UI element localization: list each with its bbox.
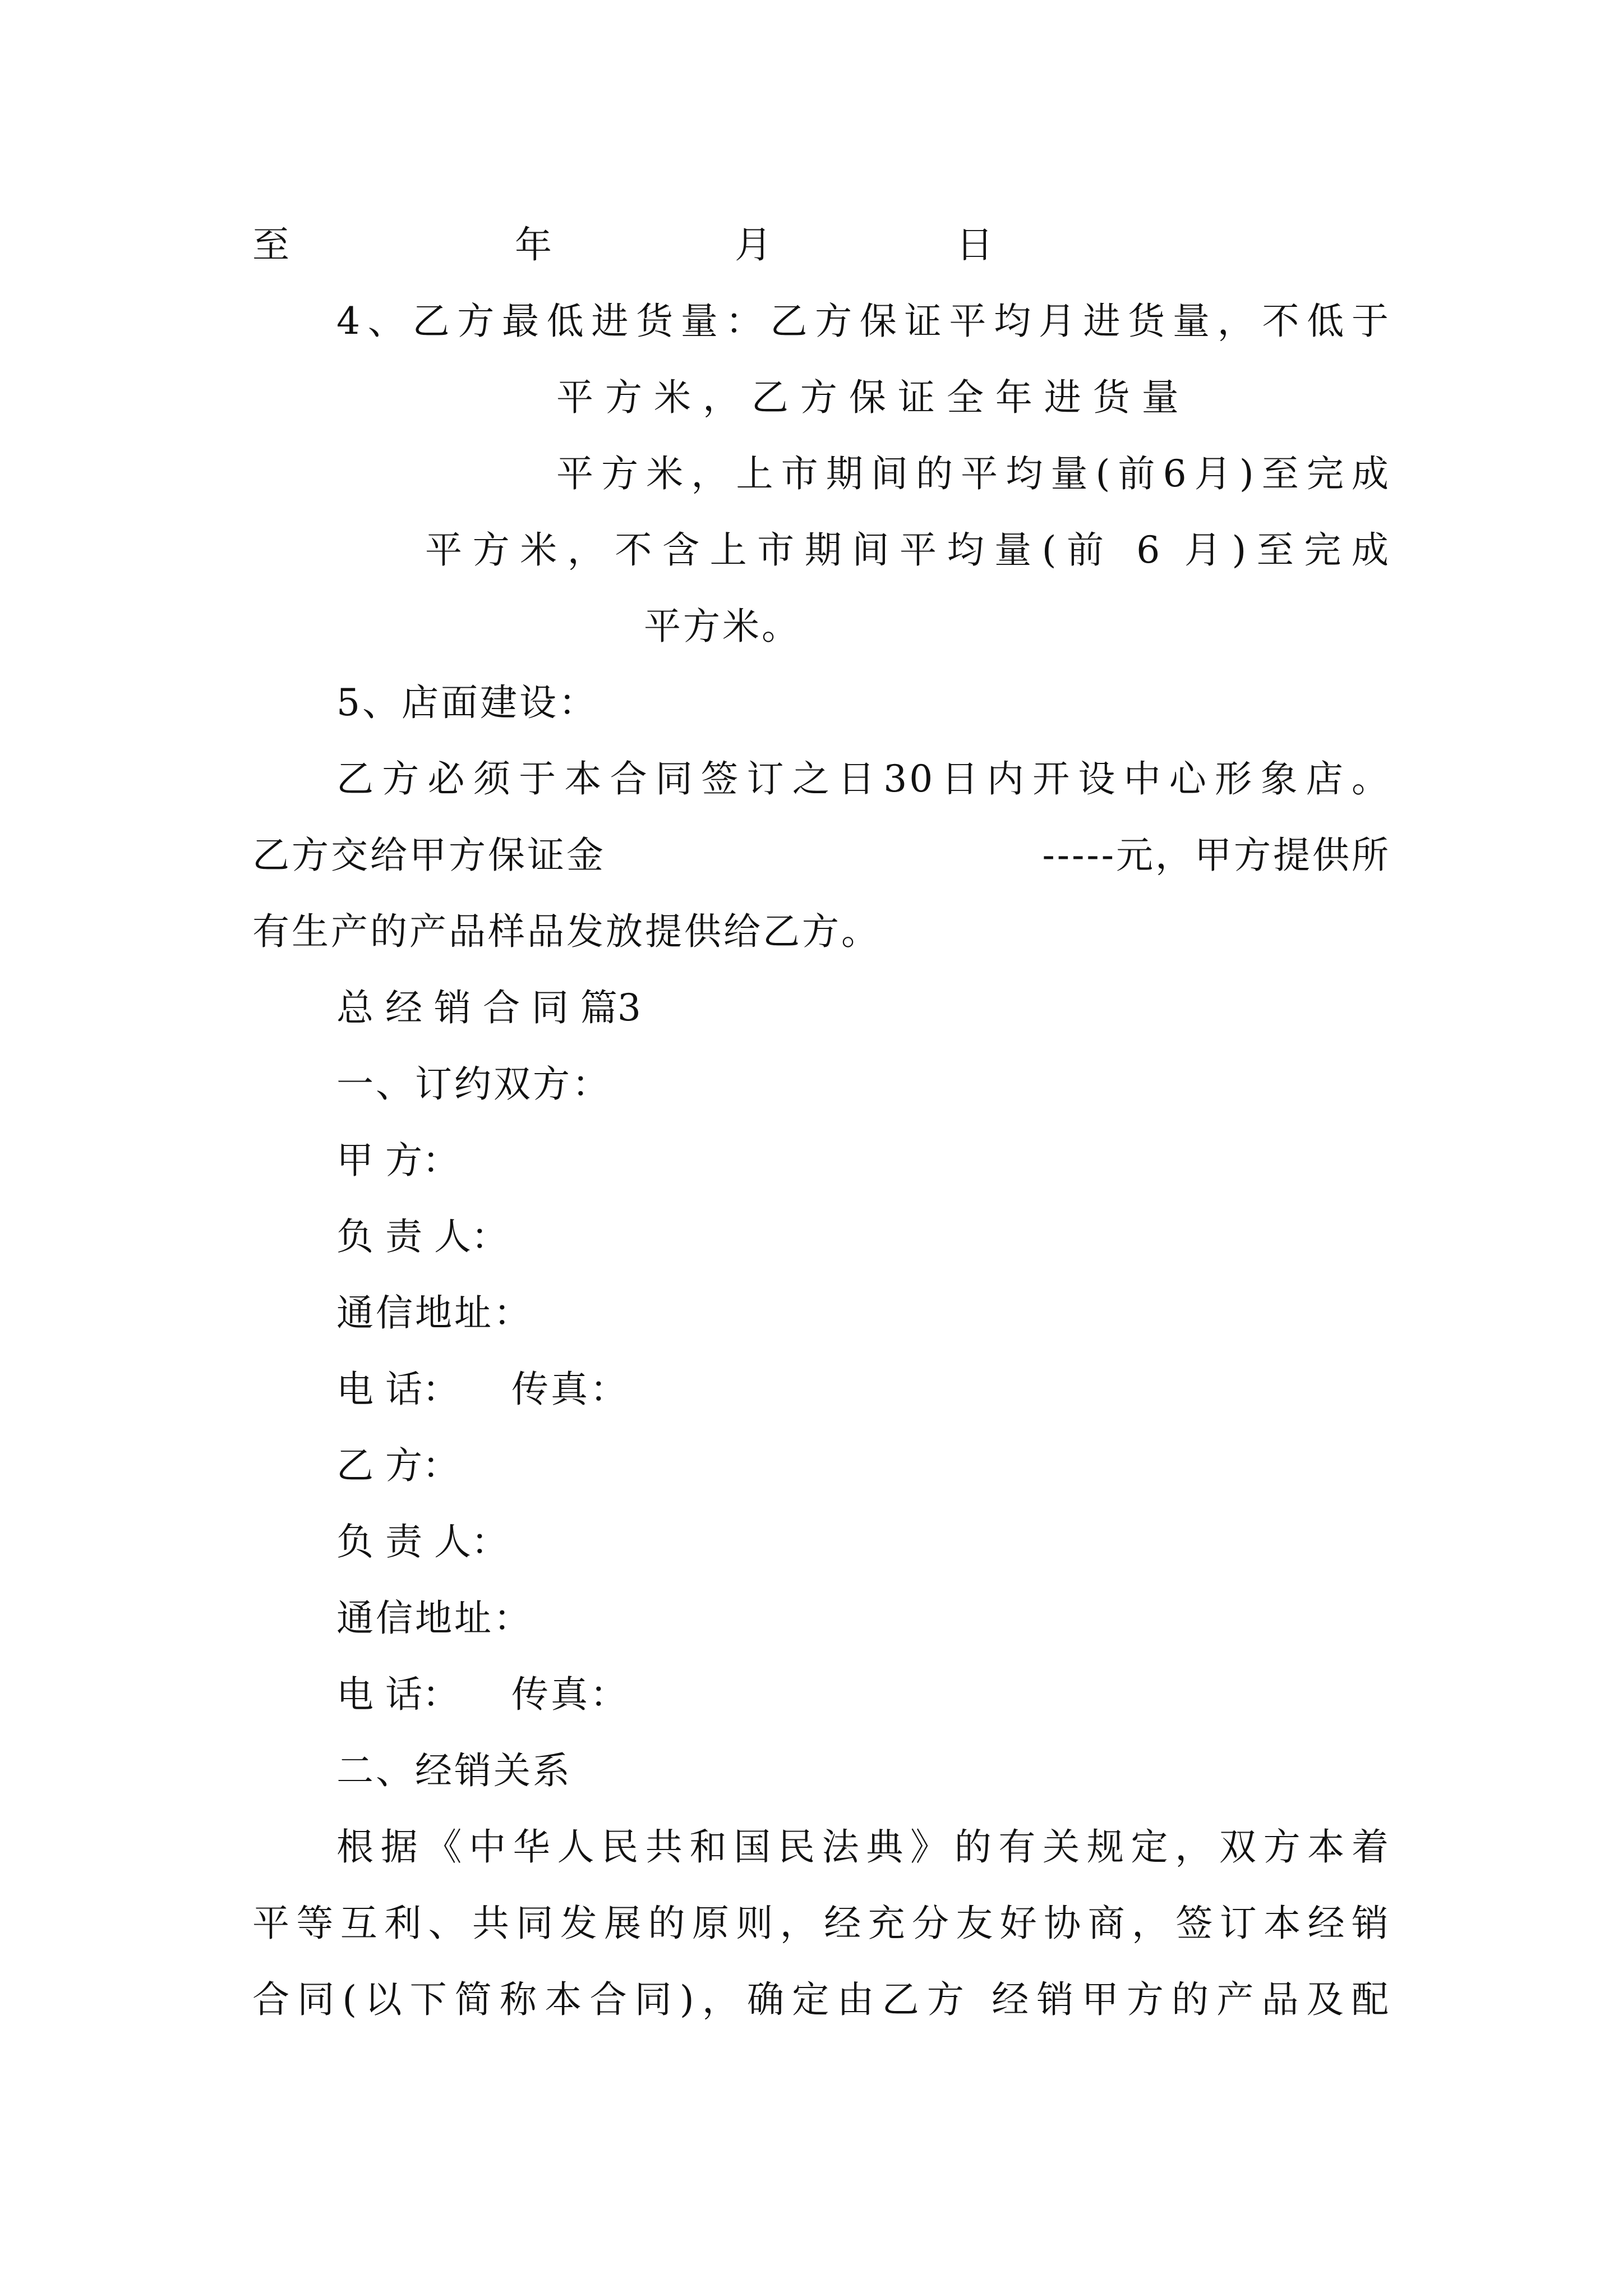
- party-b-phone-label: 电 话：: [336, 1673, 459, 1716]
- parties-heading: 一、订约双方：: [336, 1062, 611, 1106]
- relationship-heading: 二、经销关系: [336, 1749, 572, 1792]
- date-year: 年: [515, 223, 552, 266]
- section-title: 总 经 销 合 同 篇3: [336, 986, 641, 1029]
- clause4-line2: 平 方 米 ， 乙 方 保 证 全 年 进 货 量: [556, 376, 1179, 419]
- clause5-paragraph-line2-left: 乙方交给甲方保证金: [252, 834, 606, 877]
- relationship-line3: 合同(以下简称本合同)，确定由乙方 经销甲方的产品及配: [252, 1978, 1391, 2021]
- party-a-phone-label: 电 话：: [336, 1368, 459, 1411]
- party-a-fax-label: 传真：: [511, 1368, 629, 1411]
- clause4-line1: 4、乙方最低进货量：乙方保证平均月进货量，不低于: [336, 300, 1391, 343]
- party-b-person-label: 负 责 人：: [336, 1520, 508, 1563]
- clause4-line4: 平方米，不含上市期间平均量(前 6 月)至完成: [425, 528, 1391, 572]
- party-b-address-label: 通信地址：: [336, 1596, 533, 1640]
- clause4-line3: 平方米，上市期间的平均量(前6月)至完成: [556, 452, 1391, 495]
- party-a-address-label: 通信地址：: [336, 1291, 533, 1335]
- relationship-line2: 平等互利、共同发展的原则，经充分友好协商，签订本经销: [252, 1902, 1391, 1945]
- date-to: 至: [252, 223, 289, 266]
- clause5-paragraph-line3: 有生产的产品样品发放提供给乙方。: [252, 910, 880, 953]
- date-month: 月: [735, 223, 772, 266]
- clause5-paragraph-line2-right: -----元，甲方提供所: [1042, 834, 1391, 877]
- party-a-person-label: 负 责 人：: [336, 1215, 508, 1258]
- relationship-line1: 根据《中华人民共和国民法典》的有关规定，双方本着: [336, 1825, 1391, 1869]
- party-b-label: 乙 方：: [336, 1444, 459, 1487]
- clause4-line5: 平方米。: [644, 605, 801, 648]
- clause5-heading: 5、店面建设：: [336, 681, 598, 724]
- date-day: 日: [956, 223, 993, 266]
- clause5-paragraph-line1: 乙方必须于本合同签订之日30日内开设中心形象店。: [336, 757, 1391, 800]
- party-a-label: 甲 方：: [336, 1139, 459, 1182]
- party-b-fax-label: 传真：: [511, 1673, 629, 1716]
